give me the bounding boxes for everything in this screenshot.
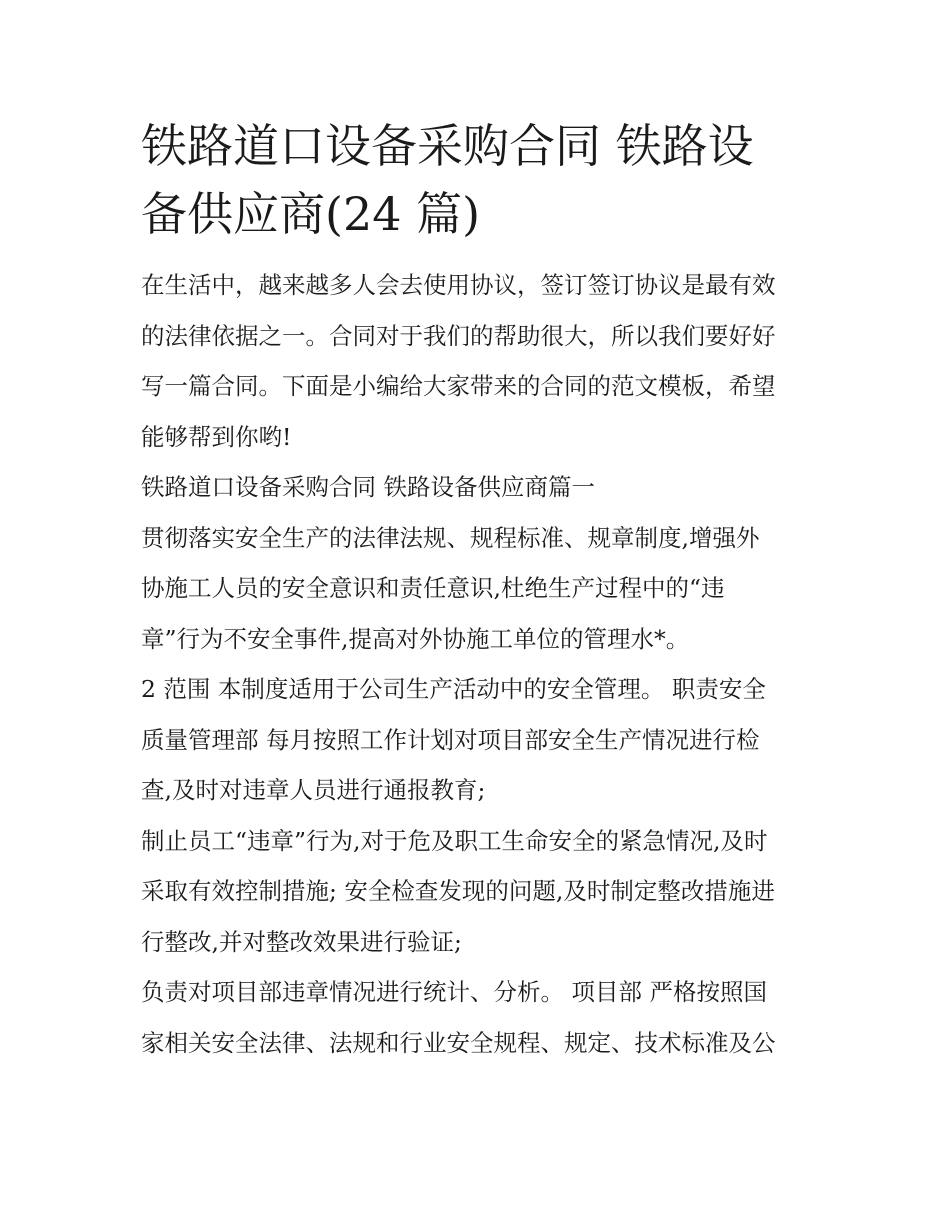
section-heading [141, 462, 813, 513]
text-line: 质量管理部 每月按照工作计划对项目部安全生产情况进行检 [141, 725, 760, 754]
title-line: 备供应商(24 篇) [141, 187, 481, 241]
text-line: 负责对项目部违章情况进行统计、分析。 项目部 严格按照国 [141, 978, 767, 1006]
text-line: 家相关安全法律、法规和行业安全规程、规定、技术标准及公 [141, 1028, 776, 1057]
paragraph-scope [141, 664, 813, 816]
text-line: 贯彻落实安全生产的法律法规、规程标准、规章制度,增强外 [141, 523, 760, 552]
title-line: 铁路道口设备采购合同 铁路设 [141, 119, 754, 173]
document-body [141, 260, 813, 1068]
text-line: 的法律依据之一。合同对于我们的帮助很大，所以我们要好好 [141, 321, 776, 350]
text-line: 写一篇合同。下面是小编给大家带来的合同的范文模板，希望 [141, 372, 776, 400]
text-line: 能够帮到你哟! [141, 422, 292, 451]
text-line: 章”行为不安全事件,提高对外协施工单位的管理水*。 [141, 624, 690, 653]
text-line: 2 范围 本制度适用于公司生产活动中的安全管理。 职责安全 [141, 675, 766, 703]
paragraph-intro [141, 260, 813, 462]
text-line: 查,及时对违章人员进行通报教育; [141, 776, 486, 804]
document-title [141, 112, 813, 248]
text-line: 制止员工“违章”行为,对于危及职工生命安全的紧急情况,及时 [141, 826, 768, 855]
text-line: 采取有效控制措施; 安全检查发现的问题,及时制定整改措施进 [141, 877, 775, 905]
text-line: 协施工人员的安全意识和责任意识,杜绝生产过程中的“违 [141, 574, 725, 602]
text-line: 铁路道口设备采购合同 铁路设备供应商篇一 [141, 473, 595, 501]
document-page [141, 112, 813, 1068]
paragraph-purpose [141, 513, 813, 665]
text-line: 行整改,并对整改效果进行验证; [141, 927, 462, 956]
paragraph-duties [141, 816, 813, 968]
paragraph-project-dept [141, 967, 813, 1068]
text-line: 在生活中，越来越多人会去使用协议，签订签订协议是最有效 [141, 271, 776, 299]
